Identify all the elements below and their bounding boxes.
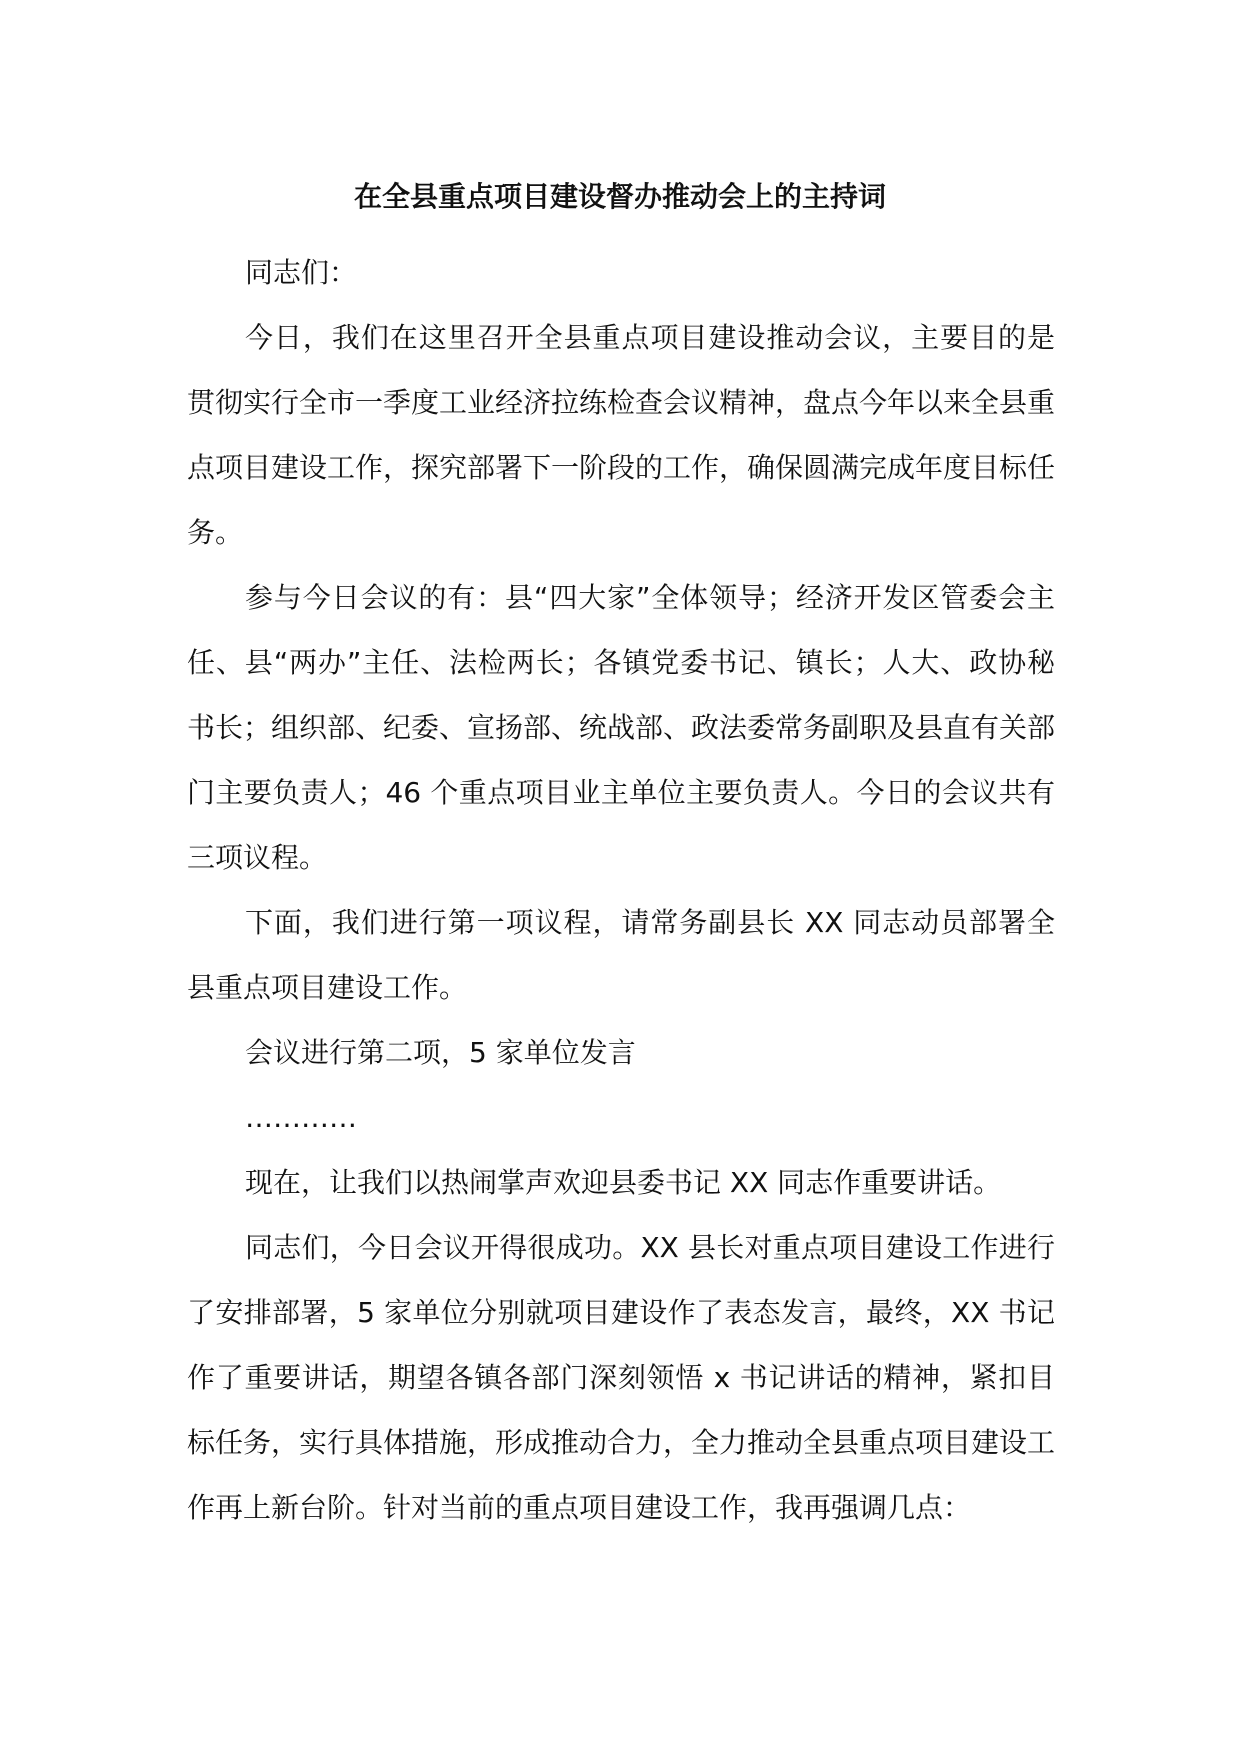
paragraph-summary: 同志们，今日会议开得很成功。XX 县长对重点项目建设工作进行了安排部署，5 家单位分别就项目建设作了表态发言，最终，XX 书记作了重要讲话，期望各镇各部门深刻领悟 x 书记讲话的精神，紧扣目标任务，实行具体措施，形成推动合力，全力推动全县重点项目建设工作再上新台阶。针对当前的重点项目建设工作，我再强调几点： (187, 1231, 1056, 1524)
paragraph-agenda-item-3: 现在，让我们以热闹掌声欢迎县委书记 XX 同志作重要讲话。 (245, 1166, 1002, 1199)
paragraph-ellipsis: ………… (245, 1101, 357, 1134)
document-title: 在全县重点项目建设督办推动会上的主持词 (353, 180, 886, 213)
paragraph-agenda-item-2: 会议进行第二项，5 家单位发言 (245, 1036, 636, 1069)
document-body (187, 240, 1055, 1540)
paragraph-agenda-item-1: 下面，我们进行第一项议程，请常务副县长 XX 同志动员部署全县重点项目建设工作。 (187, 906, 1055, 1004)
paragraph-meeting-purpose: 今日，我们在这里召开全县重点项目建设推动会议，主要目的是贯彻实行全市一季度工业经济拉练检查会议精神，盘点今年以来全县重点项目建设工作，探究部署下一阶段的工作，确保圆满完成年度目标任务。 (187, 321, 1056, 549)
paragraph-greeting: 同志们： (245, 256, 358, 289)
paragraph-attendees: 参与今日会议的有：县“四大家”全体领导；经济开发区管委会主任、县“两办”主任、法检两长；各镇党委书记、镇长；人大、政协秘书长；组织部、纪委、宣扬部、统战部、政法委常务副职及县直有关部门主要负责人；46 个重点项目业主单位主要负责人。今日的会议共有三项议程。 (187, 581, 1056, 874)
